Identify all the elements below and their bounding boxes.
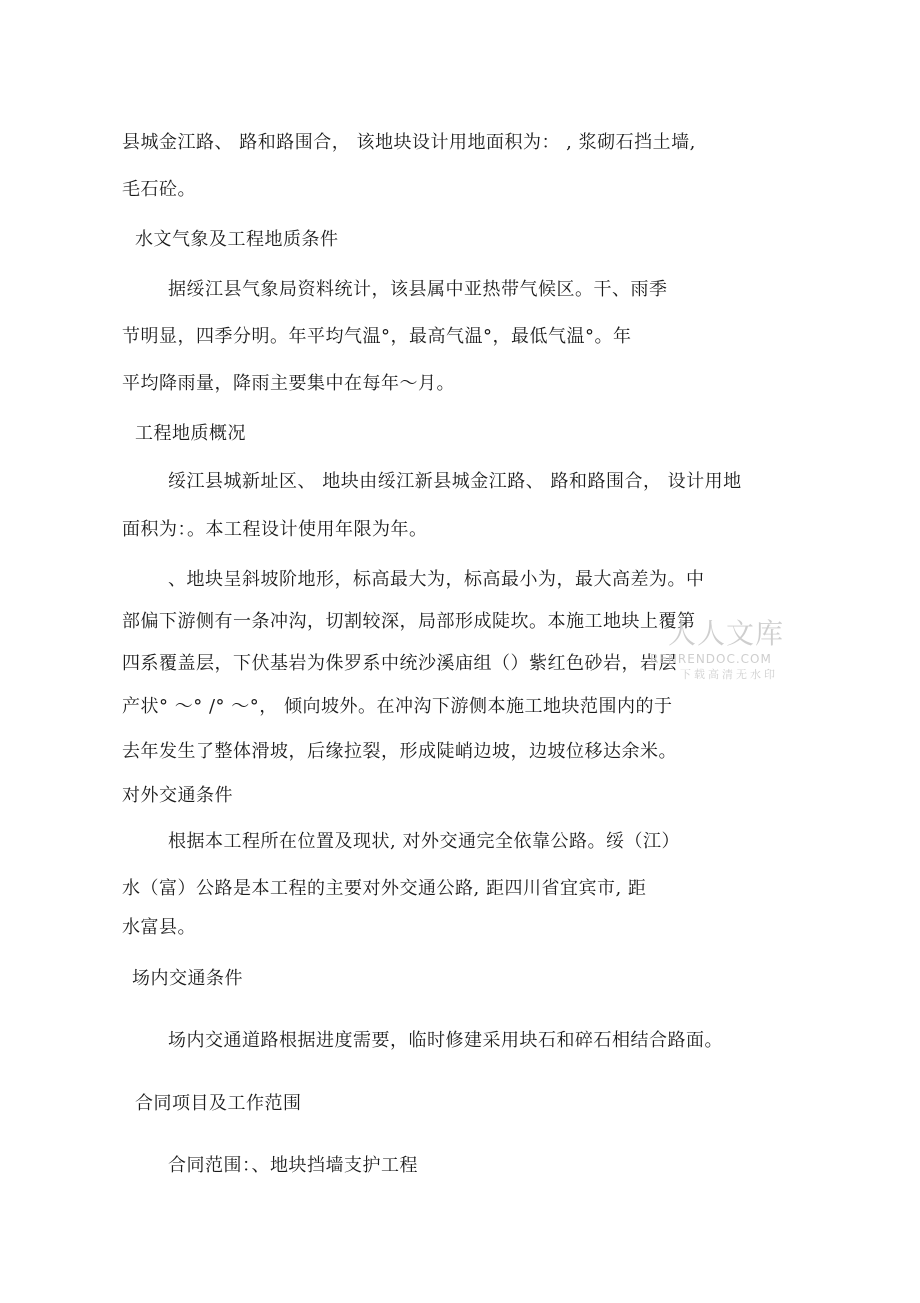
paragraph-line: 四系覆盖层，下伏基岩为侏罗系中统沙溪庙组（）紫红色砂岩，岩层 [122,653,677,674]
watermark-brand: 人人文库 [668,617,785,650]
section-heading: 工程地质概况 [135,423,246,444]
paragraph-line: 据绥江县气象局资料统计，该县属中亚热带气候区。干、雨季 [168,279,668,300]
paragraph-line: 、地块呈斜坡阶地形，标高最大为，标高最小为，最大高差为。中 [168,569,705,590]
paragraph-line: 场内交通道路根据进度需要，临时修建采用块石和碎石相结合路面。 [168,1030,723,1051]
paragraph-line: 毛石砼。 [122,179,196,200]
paragraph-line: 水富县。 [122,917,196,938]
paragraph-line: 合同范围：、地块挡墙支护工程 [168,1155,418,1176]
section-heading: 水文气象及工程地质条件 [135,229,339,250]
section-heading: 合同项目及工作范围 [135,1093,302,1114]
paragraph-line: 去年发生了整体滑坡，后缘拉裂，形成陡峭边坡，边坡位移达余米。 [122,741,677,762]
section-heading: 对外交通条件 [122,785,233,806]
paragraph-line: 县城金江路、 路和路围合， 该地块设计用地面积为： , 浆砌石挡土墙, [122,132,696,153]
paragraph-line: 面积为：。本工程设计使用年限为年。 [122,519,428,540]
watermark-logo [650,617,785,688]
paragraph-line: 根据本工程所在位置及现状, 对外交通完全依靠公路。绥（江） [168,831,680,852]
paragraph-line: 平均降雨量，降雨主要集中在每年～月。 [122,373,455,394]
paragraph-line: 产状° ～° /° ～°， 倾向坡外。在冲沟下游侧本施工地块范围内的于 [122,696,673,717]
paragraph-line: 绥江县城新址区、 地块由绥江新县城金江路、 路和路围合， 设计用地 [168,471,742,492]
section-heading: 场内交通条件 [132,968,243,989]
watermark-site: RENRENDOC.COM [650,652,772,666]
paragraph-line: 水（富）公路是本工程的主要对外交通公路, 距四川省宜宾市, 距 [122,878,647,899]
paragraph-line: 部偏下游侧有一条冲沟，切割较深，局部形成陡坎。本施工地块上覆第 [122,611,696,632]
watermark-slogan: 下载高清无水印 [680,668,778,681]
paragraph-line: 节明显，四季分明。年平均气温°，最高气温°，最低气温°。年 [122,326,632,347]
